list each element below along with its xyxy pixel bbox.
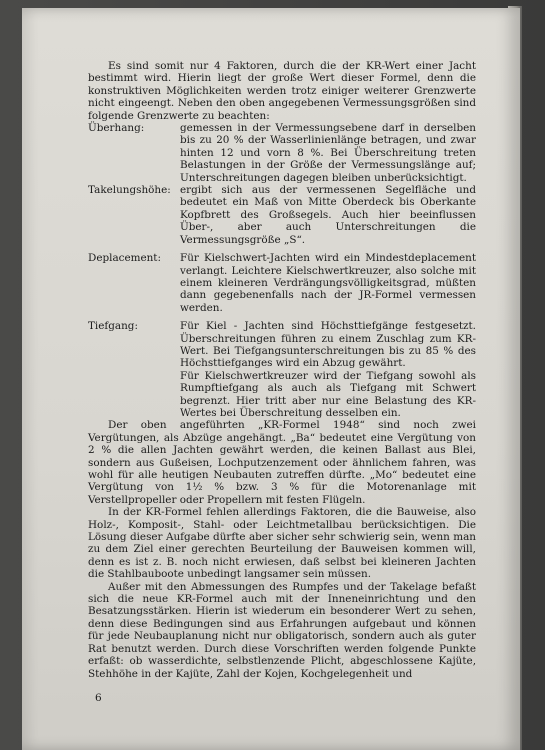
term-text-continued: Für Kielschwertkreuzer wird der Tiefgang sowohl als Rumpftiefgang als auch als Tiefgang mit Schwert begrenzt. Hier tritt aber nur eine Belastung des KR-Wertes bei Überschreitung desselben ein.	[180, 369, 476, 419]
term-label: Takelungshöhe:	[88, 184, 171, 197]
term-label: Deplacement:	[88, 252, 161, 265]
term-takelungshoehe	[88, 184, 476, 246]
term-tiefgang	[88, 320, 476, 419]
term-label: Tiefgang:	[88, 320, 138, 333]
term-text: ergibt sich aus der vermessenen Segelfläche und bedeutet ein Maß von Mitte Oberdeck bis Oberkante Kopfbrett des Großsegels. Auch hier beeinflussen Über-, aber auch Unterschreitungen die Vermessungsgröße „S“.	[180, 184, 476, 246]
body-paragraph: Außer mit den Abmessungen des Rumpfes und der Takelage befaßt sich die neue KR-Formel auch mit der Inneneinrichtung und den Besatzungsstärken. Hierin ist wiederum ein besonderer Wert zu sehen, denn diese Bedingungen sind aus Erfahrungen aufgebaut und können für jede Neubauplanung nicht nur obligatorisch, sondern auch als guter Rat benutzt werden. Durch diese Vorschriften werden folgende Punkte erfaßt: ob wasserdichte, selbstlenzende Plicht, abgeschlossene Kajüte, Stehhöhe in der Kajüte, Zahl der Kojen, Kochgelegenheit und	[88, 580, 476, 680]
intro-paragraph: Es sind somit nur 4 Faktoren, durch die der KR-Wert einer Jacht bestimmt wird. Hierin liegt der große Wert dieser Formel, denn die konstruktiven Möglichkeiten werden trotz einiger weiterer Grenzwerte nicht eingeengt. Neben den oben angegebenen Vermessungsgrößen sind folgende Grenzwerte zu beachten:	[88, 60, 476, 122]
page-text	[88, 60, 476, 680]
term-ueberhang	[88, 122, 476, 184]
term-label: Überhang:	[88, 122, 145, 135]
body-paragraph: In der KR-Formel fehlen allerdings Faktoren, die die Bauweise, also Holz-, Komposit-, Stahl- oder Leichtmetallbau berücksichtigen. Die Lösung dieser Aufgabe dürfte aber sicher sehr schwierig sein, wenn man zu dem Ziel einer gerechten Beurteilung der Bauweisen kommen will, denn es ist z. B. noch nicht erwiesen, daß selbst bei kleineren Jachten die Stahlbauboote unbedingt langsamer sein müssen.	[88, 506, 476, 581]
term-text: gemessen in der Vermessungsebene darf in derselben bis zu 20 % der Wasserlinienlänge betragen, und zwar hinten 12 und vorn 8 %. Bei Überschreitung treten Belastungen in der Größe der Vermessungslänge auf; Unterschreitungen dagegen bleiben unberücksichtigt.	[180, 122, 476, 184]
body-paragraph: Der oben angeführten „KR-Formel 1948“ sind noch zwei Vergütungen, als Abzüge angehängt. „Ba“ bedeutet eine Vergütung von 2 % die allen Jachten gewährt werden, die keinen Ballast aus Blei, sondern aus Gußeisen, Lochputzenzement oder ähnlichem fahren, was wohl für alle heutigen Neubauten zutreffen dürfte. „Mo“ bedeutet eine Vergütung von 1½ % bzw. 3 % für die Motorenanlage mit Verstellpropeller oder Propellern mit festen Flügeln.	[88, 419, 476, 506]
term-deplacement	[88, 252, 476, 314]
term-text: Für Kiel - Jachten sind Höchsttiefgänge festgesetzt. Überschreitungen führen zu einem Zuschlag zum KR-Wert. Bei Tiefgangsunterschreitungen bis zu 85 % des Höchsttiefganges wird ein Abzug gewährt.	[180, 320, 476, 370]
term-text: Für Kielschwert-Jachten wird ein Mindestdeplacement verlangt. Leichtere Kielschwertkreuzer, also solche mit einem kleineren Verdrängungsvölligkeitsgrad, müßten dann gegebenenfalls nach der JR-Formel vermessen werden.	[180, 252, 476, 314]
page-number: 6	[95, 692, 102, 704]
